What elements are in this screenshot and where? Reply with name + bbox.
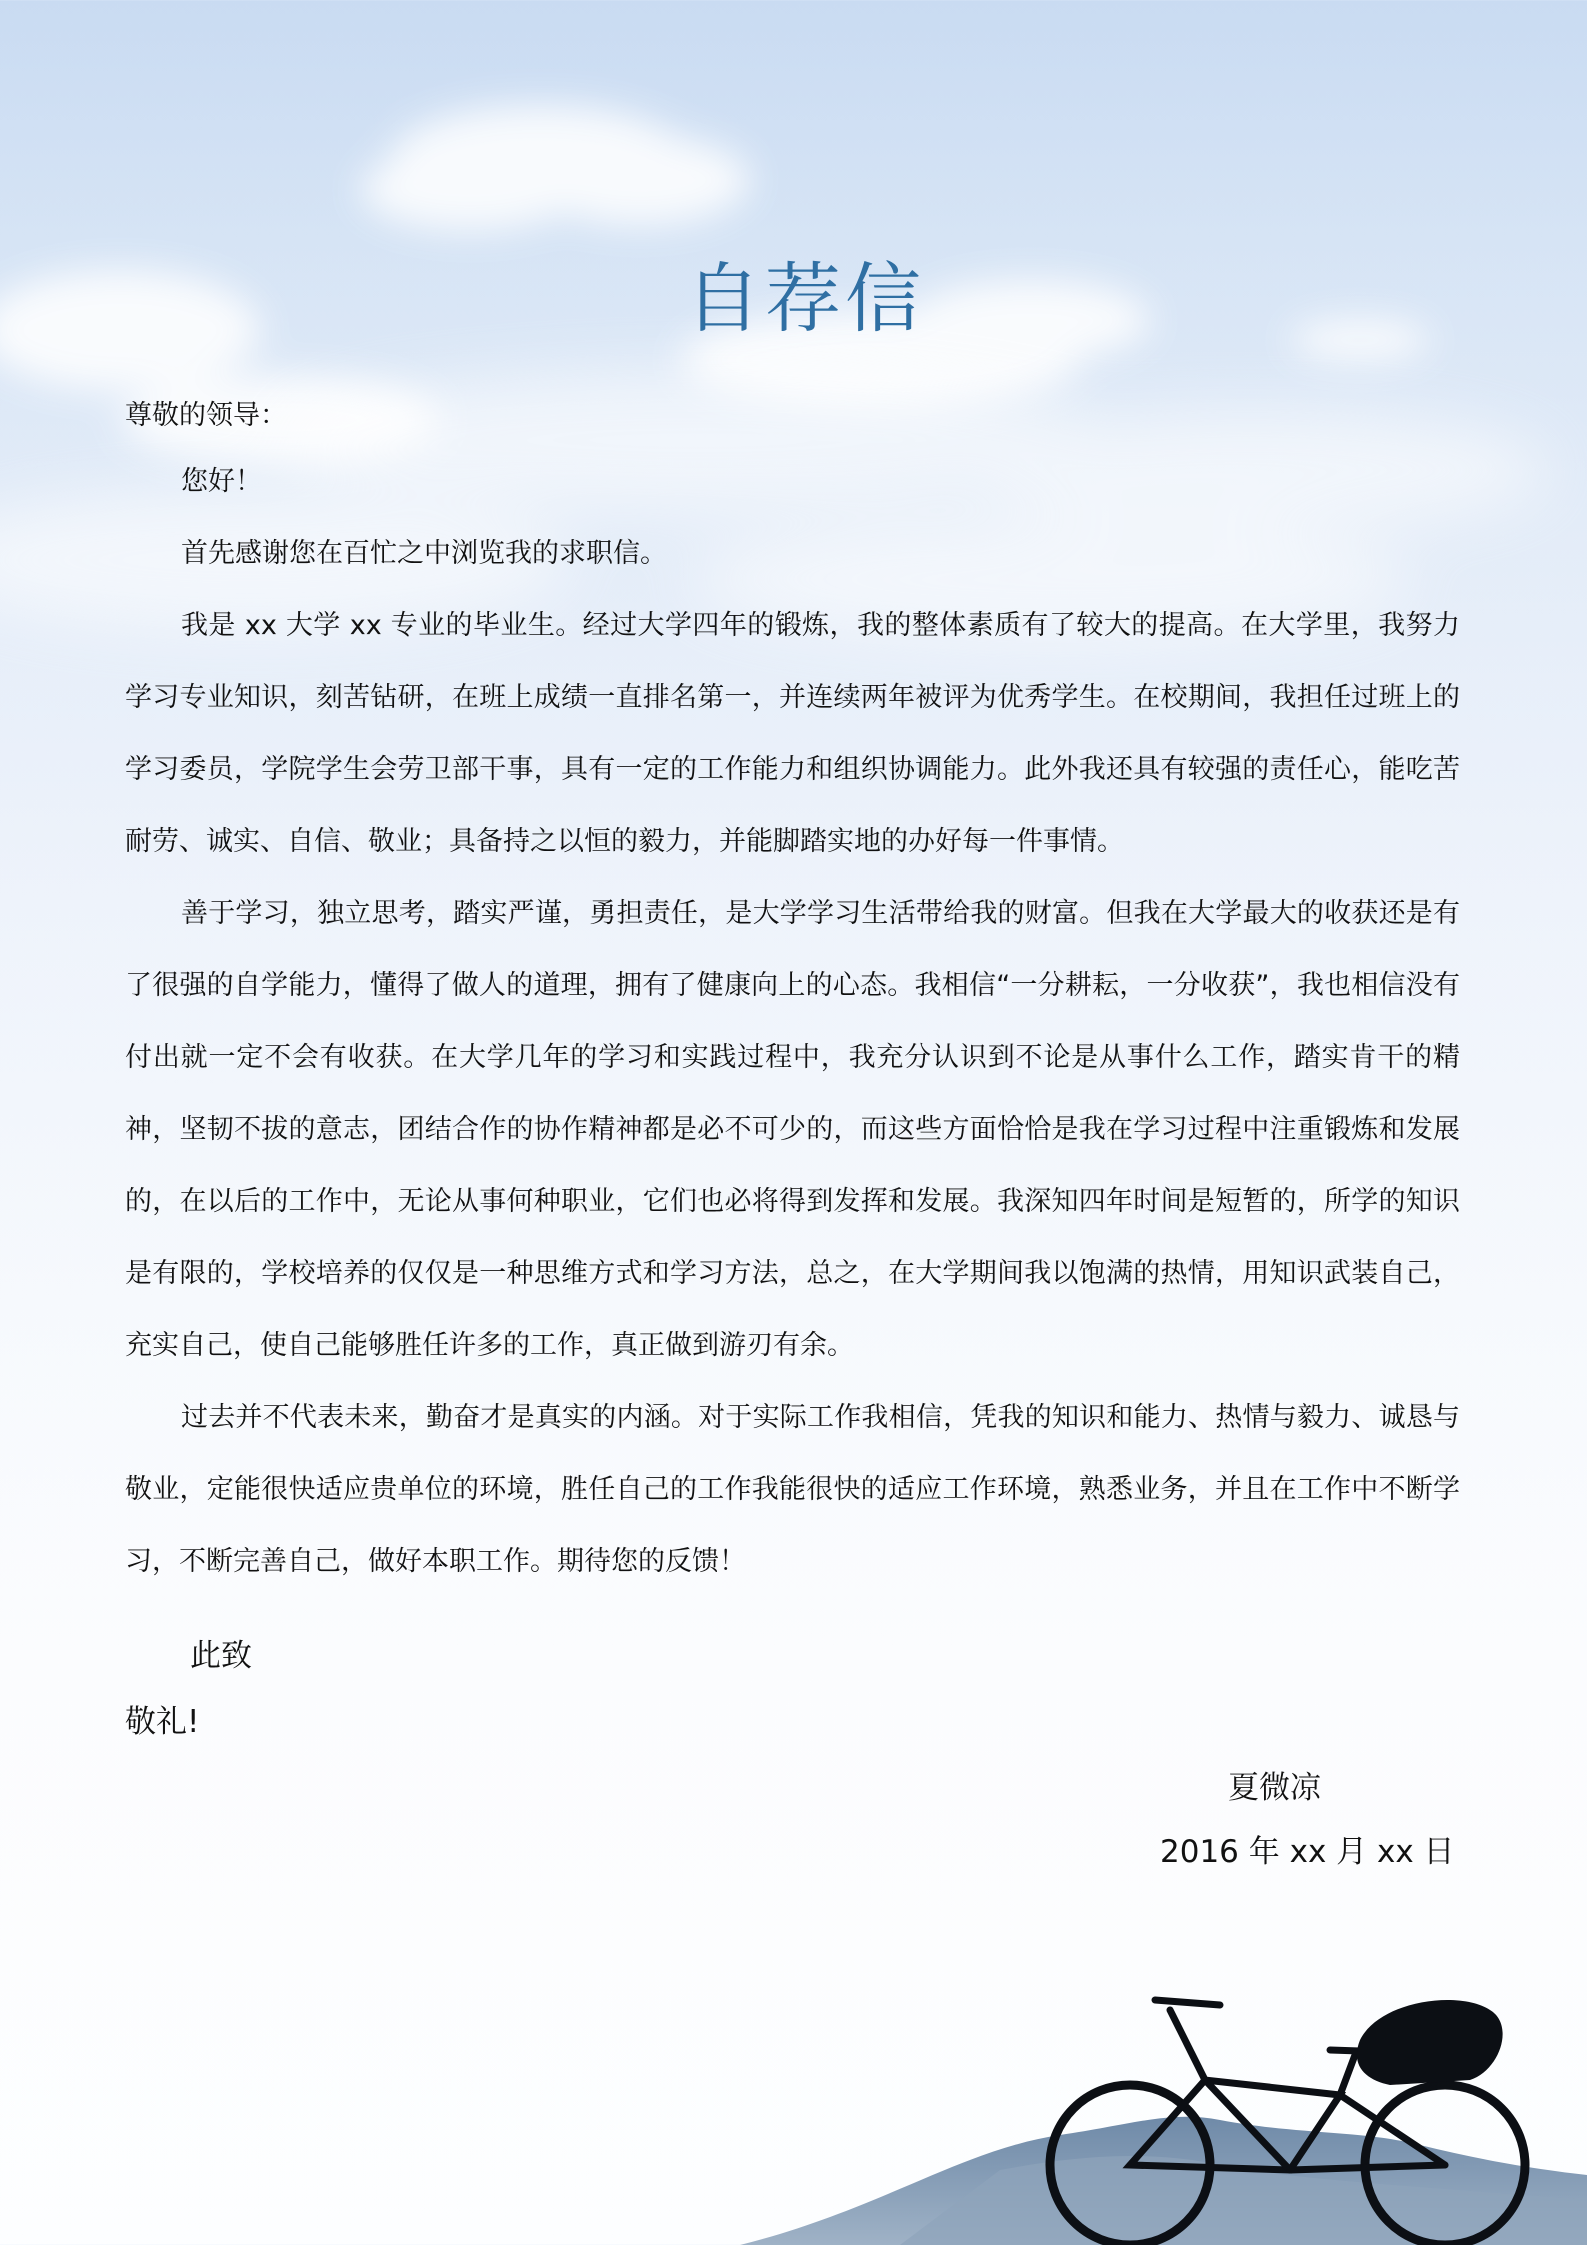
closing-line-1: 此致 [190, 1638, 252, 1674]
page-title: 自荐信 [685, 254, 925, 343]
paragraph-1: 首先感谢您在百忙之中浏览我的求职信。 [181, 538, 667, 569]
letter-body [125, 396, 1460, 1598]
signature: 夏微凉 [1228, 1770, 1321, 1806]
paragraph-4: 过去并不代表未来，勤奋才是真实的内涵。对于实际工作我相信，凭我的知识和能力、热情与毅力、诚恳与敬业，定能很快适应贵单位的环境，胜任自己的工作我能很快的适应工作环境，熟悉业务，并且在工作中不断学习，不断完善自己，做好本职工作。期待您的反馈！ [125, 1402, 1460, 1577]
date: 2016 年 xx 月 xx 日 [1160, 1834, 1455, 1870]
paragraph-3: 善于学习，独立思考，踏实严谨，勇担责任，是大学学习生活带给我的财富。但我在大学最大的收获还是有了很强的自学能力，懂得了做人的道理，拥有了健康向上的心态。我相信“一分耕耘，一分收获”，我也相信没有付出就一定不会有收获。在大学几年的学习和实践过程中，我充分认识到不论是从事什么工作，踏实肯干的精神，坚韧不拔的意志，团结合作的协作精神都是必不可少的，而这些方面恰恰是我在学习过程中注重锻炼和发展的，在以后的工作中，无论从事何种职业，它们也必将得到发挥和发展。我深知四年时间是短暂的，所学的知识是有限的，学校培养的仅仅是一种思维方式和学习方法，总之，在大学期间我以饱满的热情，用知识武装自己，充实自己，使自己能够胜任许多的工作，真正做到游刃有余。 [125, 898, 1460, 1361]
paragraph-2: 我是 xx 大学 xx 专业的毕业生。经过大学四年的锻炼，我的整体素质有了较大的提高。在大学里，我努力学习专业知识，刻苦钻研，在班上成绩一直排名第一，并连续两年被评为优秀学生。在校期间，我担任过班上的学习委员，学院学生会劳卫部干事，具有一定的工作能力和组织协调能力。此外我还具有较强的责任心，能吃苦耐劳、诚实、自信、敬业；具备持之以恒的毅力，并能脚踏实地的办好每一件事情。 [125, 610, 1460, 857]
salutation: 尊敬的领导： [125, 400, 287, 431]
closing-line-2: 敬礼! [125, 1704, 200, 1740]
greeting: 您好！ [181, 466, 262, 497]
